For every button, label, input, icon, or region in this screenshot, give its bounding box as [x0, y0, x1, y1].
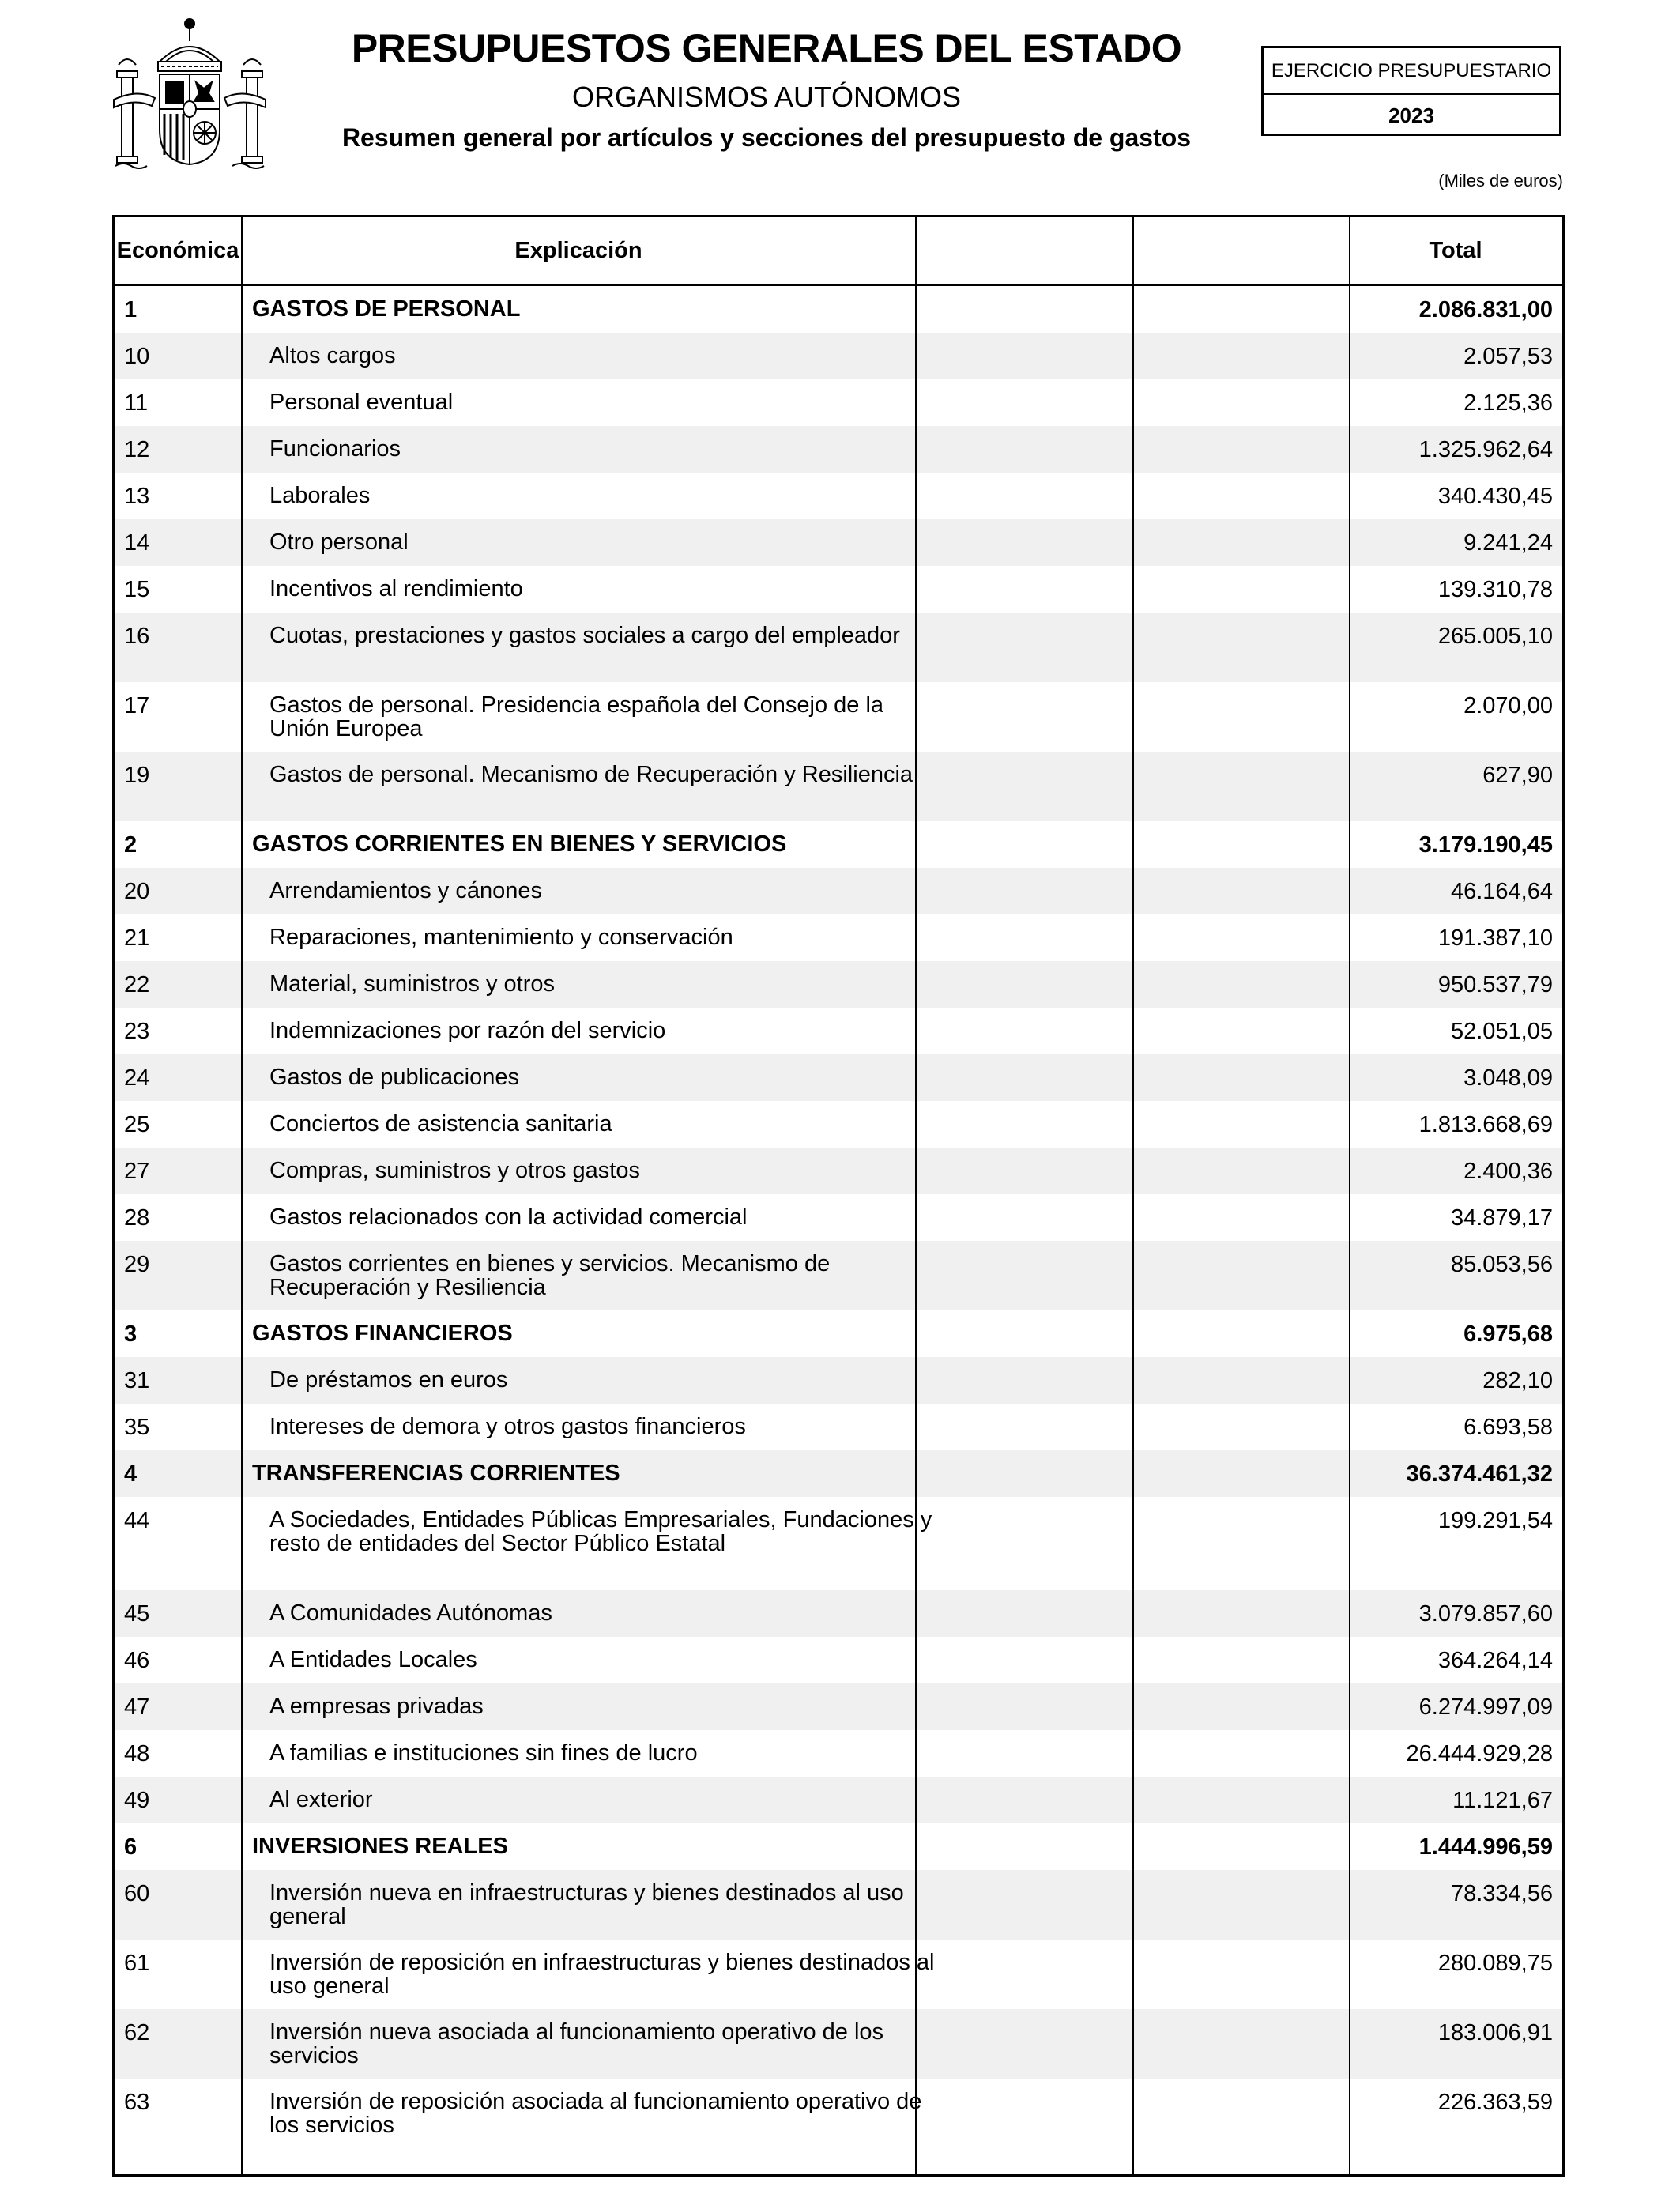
- row-description: Cuotas, prestaciones y gastos sociales a cargo del empleador: [269, 623, 900, 648]
- column-header-description: Explicación: [514, 238, 642, 263]
- column-header-code: Económica: [116, 238, 239, 263]
- table-row: [115, 1008, 1562, 1054]
- row-description: GASTOS FINANCIEROS: [252, 1321, 513, 1346]
- table-row: [115, 1148, 1562, 1194]
- table-row: [115, 1194, 1562, 1241]
- row-code: 1: [124, 297, 137, 322]
- row-total: 9.241,24: [1463, 530, 1553, 556]
- table-row: [115, 2079, 1562, 2148]
- row-description: Personal eventual: [269, 390, 454, 415]
- table-row: [115, 1637, 1562, 1683]
- row-total: 3.179.190,45: [1418, 832, 1553, 858]
- row-total: 280.089,75: [1437, 1951, 1553, 1976]
- table-row: [115, 566, 1562, 613]
- row-description: Conciertos de asistencia sanitaria: [269, 1111, 612, 1137]
- row-description: Gastos de personal. Presidencia española del Consejo de la Unión Europea: [269, 692, 884, 741]
- row-total: 191.387,10: [1437, 925, 1553, 951]
- table-row: [115, 1357, 1562, 1404]
- row-description: A Comunidades Autónomas: [269, 1600, 552, 1626]
- table-row: [115, 1241, 1562, 1310]
- row-code: 63: [124, 2090, 150, 2115]
- table-row-chapter: [115, 1310, 1562, 1357]
- row-description: De préstamos en euros: [269, 1367, 508, 1393]
- row-total: 364.264,14: [1437, 1648, 1553, 1673]
- row-total: 46.164,64: [1450, 879, 1553, 904]
- row-total: 2.125,36: [1463, 390, 1553, 416]
- row-total: 85.053,56: [1450, 1252, 1553, 1277]
- row-description: Material, suministros y otros: [269, 971, 555, 997]
- row-description: GASTOS DE PERSONAL: [252, 296, 521, 322]
- row-code: 45: [124, 1601, 150, 1627]
- row-total: 950.537,79: [1437, 972, 1553, 997]
- row-code: 61: [124, 1951, 150, 1976]
- row-total: 226.363,59: [1437, 2090, 1553, 2115]
- row-code: 6: [124, 1834, 137, 1860]
- table-row: [115, 682, 1562, 752]
- row-total: 199.291,54: [1437, 1508, 1553, 1533]
- row-description: Incentivos al rendimiento: [269, 576, 523, 601]
- row-code: 25: [124, 1112, 150, 1137]
- row-total: 340.430,45: [1437, 484, 1553, 509]
- table-row: [115, 1054, 1562, 1101]
- row-code: 2: [124, 832, 137, 858]
- row-description: A empresas privadas: [269, 1694, 484, 1719]
- table-row: [115, 1940, 1562, 2009]
- table-row: [115, 379, 1562, 426]
- row-total: 282,10: [1482, 1368, 1553, 1393]
- row-code: 46: [124, 1648, 150, 1673]
- row-description: GASTOS CORRIENTES EN BIENES Y SERVICIOS: [252, 831, 787, 857]
- row-code: 27: [124, 1159, 150, 1184]
- row-total: 2.086.831,00: [1418, 297, 1553, 322]
- table-row-chapter: [115, 286, 1562, 333]
- row-code: 48: [124, 1741, 150, 1766]
- row-description: Arrendamientos y cánones: [269, 878, 542, 903]
- table-row: [115, 1683, 1562, 1730]
- table-row: [115, 868, 1562, 914]
- table-row: [115, 1404, 1562, 1450]
- row-description: A Entidades Locales: [269, 1647, 477, 1672]
- column-divider: [1349, 217, 1350, 2174]
- row-description: Funcionarios: [269, 436, 401, 462]
- row-code: 16: [124, 624, 150, 649]
- row-total: 1.325.962,64: [1418, 437, 1553, 462]
- row-code: 60: [124, 1881, 150, 1906]
- row-description: TRANSFERENCIAS CORRIENTES: [252, 1461, 620, 1486]
- row-total: 3.079.857,60: [1418, 1601, 1553, 1627]
- row-description: Indemnizaciones por razón del servicio: [269, 1018, 666, 1043]
- row-description: Inversión de reposición asociada al funcionamiento operativo de los servicios: [269, 2089, 922, 2138]
- document-title: PRESUPUESTOS GENERALES DEL ESTADO: [351, 26, 1182, 70]
- row-code: 12: [124, 437, 150, 462]
- row-code: 15: [124, 577, 150, 602]
- row-code: 35: [124, 1415, 150, 1440]
- table-row-chapter: [115, 1450, 1562, 1497]
- row-description: Inversión de reposición en infraestructuras y bienes destinados al uso general: [269, 1950, 935, 1999]
- unit-note: (Miles de euros): [1438, 171, 1563, 190]
- row-code: 11: [124, 390, 149, 416]
- row-description: Compras, suministros y otros gastos: [269, 1158, 640, 1183]
- row-total: 265.005,10: [1437, 624, 1553, 649]
- row-code: 17: [124, 693, 150, 718]
- row-total: 36.374.461,32: [1406, 1461, 1553, 1487]
- row-code: 47: [124, 1695, 150, 1720]
- row-total: 78.334,56: [1450, 1881, 1553, 1906]
- row-description: A Sociedades, Entidades Públicas Empresariales, Fundaciones y resto de entidades del Sector Público Estatal: [269, 1507, 932, 1556]
- row-total: 6.975,68: [1463, 1321, 1553, 1347]
- row-description: Inversión nueva en infraestructuras y bienes destinados al uso general: [269, 1880, 904, 1929]
- table-row: [115, 1777, 1562, 1823]
- column-divider: [1132, 217, 1134, 2174]
- table-row: [115, 613, 1562, 682]
- row-code: 19: [124, 763, 150, 788]
- row-code: 29: [124, 1252, 150, 1277]
- row-total: 2.070,00: [1463, 693, 1553, 718]
- row-total: 6.274.997,09: [1418, 1695, 1553, 1720]
- row-code: 44: [124, 1508, 150, 1533]
- row-description: Gastos corrientes en bienes y servicios. Mecanismo de Recuperación y Resiliencia: [269, 1251, 831, 1300]
- row-code: 62: [124, 2020, 150, 2045]
- row-description: Gastos de personal. Mecanismo de Recuperación y Resiliencia: [269, 762, 913, 787]
- column-header-total: Total: [1429, 238, 1482, 263]
- row-code: 28: [124, 1205, 150, 1231]
- table-row: [115, 473, 1562, 519]
- row-total: 6.693,58: [1463, 1415, 1553, 1440]
- row-code: 21: [124, 925, 150, 951]
- column-divider: [241, 217, 243, 2174]
- row-code: 24: [124, 1065, 150, 1091]
- table-header: [115, 217, 1562, 286]
- table-row: [115, 333, 1562, 379]
- row-description: Gastos relacionados con la actividad comercial: [269, 1204, 748, 1230]
- row-description: Otro personal: [269, 530, 409, 555]
- column-divider: [915, 217, 917, 2174]
- table-row: [115, 426, 1562, 473]
- row-code: 20: [124, 879, 150, 904]
- table-row: [115, 1730, 1562, 1777]
- row-description: A familias e instituciones sin fines de lucro: [269, 1740, 698, 1766]
- exercise-box: [1261, 46, 1561, 136]
- row-code: 14: [124, 530, 150, 556]
- row-description: Inversión nueva asociada al funcionamiento operativo de los servicios: [269, 2019, 884, 2068]
- table-row: [115, 519, 1562, 566]
- row-total: 2.400,36: [1463, 1159, 1553, 1184]
- table-row: [115, 1870, 1562, 1940]
- row-code: 49: [124, 1788, 150, 1813]
- table-row: [115, 752, 1562, 821]
- table-row: [115, 2009, 1562, 2079]
- document-description: Resumen general por artículos y secciones del presupuesto de gastos: [341, 123, 1192, 152]
- row-code: 10: [124, 344, 150, 369]
- table-row: [115, 961, 1562, 1008]
- table-row: [115, 914, 1562, 961]
- row-total: 26.444.929,28: [1406, 1741, 1553, 1766]
- row-description: Reparaciones, mantenimiento y conservación: [269, 925, 733, 950]
- row-total: 183.006,91: [1437, 2020, 1553, 2045]
- row-description: INVERSIONES REALES: [252, 1834, 508, 1859]
- row-total: 627,90: [1482, 763, 1553, 788]
- exercise-label: EJERCICIO PRESUPUESTARIO: [1264, 48, 1559, 95]
- row-total: 3.048,09: [1463, 1065, 1553, 1091]
- row-description: Laborales: [269, 483, 371, 508]
- row-total: 139.310,78: [1437, 577, 1553, 602]
- row-code: 31: [124, 1368, 150, 1393]
- row-code: 23: [124, 1019, 150, 1044]
- exercise-year: 2023: [1388, 103, 1434, 127]
- row-total: 52.051,05: [1450, 1019, 1553, 1044]
- row-code: 13: [124, 484, 150, 509]
- table-row-chapter: [115, 821, 1562, 868]
- table-row: [115, 1101, 1562, 1148]
- document-subtitle: ORGANISMOS AUTÓNOMOS: [571, 81, 962, 113]
- budget-table: [112, 215, 1565, 2177]
- row-code: 22: [124, 972, 150, 997]
- row-total: 11.121,67: [1452, 1788, 1553, 1813]
- row-description: Al exterior: [269, 1787, 373, 1812]
- row-description: Altos cargos: [269, 343, 396, 368]
- table-row: [115, 1590, 1562, 1637]
- row-total: 1.813.668,69: [1418, 1112, 1553, 1137]
- row-description: Gastos de publicaciones: [269, 1065, 519, 1090]
- table-row-chapter: [115, 1823, 1562, 1870]
- table-row: [115, 1497, 1562, 1590]
- row-total: 1.444.996,59: [1418, 1834, 1553, 1860]
- row-description: Intereses de demora y otros gastos financieros: [269, 1414, 746, 1439]
- row-total: 2.057,53: [1463, 344, 1553, 369]
- table-body: [115, 286, 1562, 2148]
- row-code: 3: [124, 1321, 137, 1347]
- row-total: 34.879,17: [1450, 1205, 1553, 1231]
- row-code: 4: [124, 1461, 137, 1487]
